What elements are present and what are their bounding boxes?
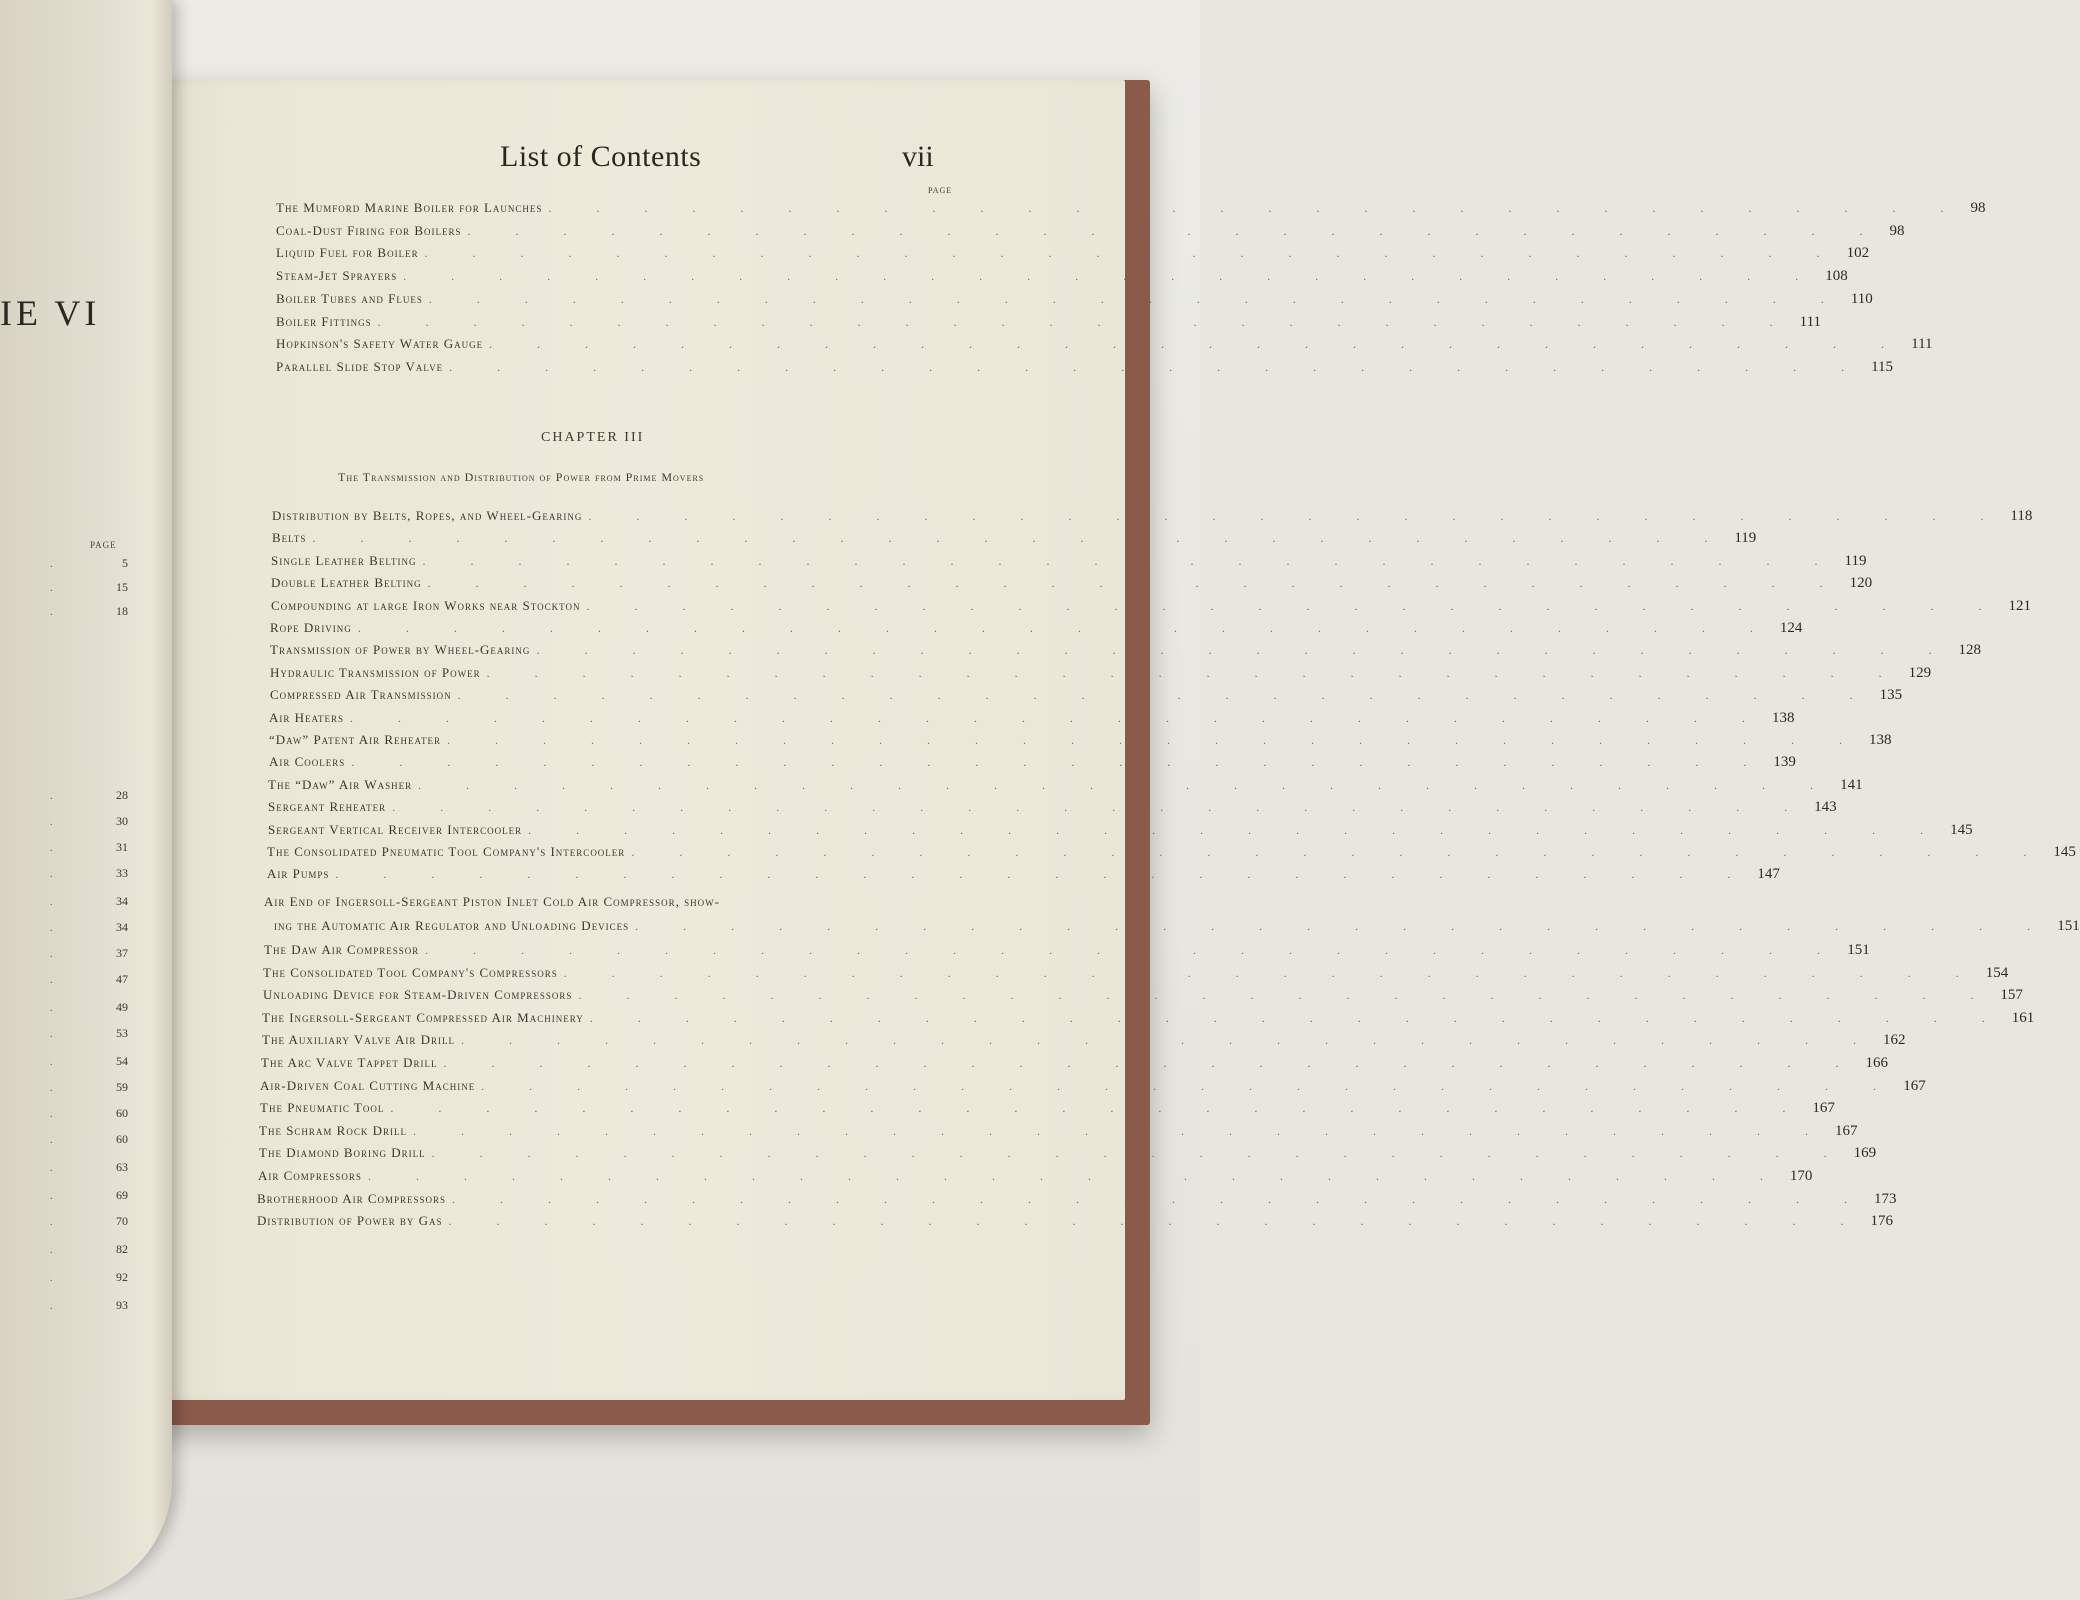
left-page-entry-leader: . [50,869,53,880]
toc-entry-page: 120 [1849,575,1873,592]
left-page-entry-leader: . [50,949,53,960]
toc-entry [270,687,1903,707]
left-page-entry [50,1132,128,1147]
toc-entry-title: Hydraulic Transmission of Power [270,664,481,680]
left-page-entry [50,580,128,595]
toc-entry-title: Liquid Fuel for Boiler [276,245,419,261]
left-page-entry-leader: . [50,791,53,802]
toc-entry-title: The Daw Air Compressor [264,942,420,957]
toc-entry [276,268,1848,288]
left-page-entry-page: 33 [116,866,128,880]
toc-entry-page: 129 [1908,664,1932,681]
toc-entry-title: Compounding at large Iron Works near Stockton [271,597,581,613]
toc-entry [268,776,1863,797]
toc-entry-page: 124 [1779,620,1803,636]
toc-entry-page: 139 [1773,754,1796,771]
toc-entry [262,1032,1906,1052]
toc-entry-leader: . . . . . . . . . . . . . . . . . . . . . . . . . . . . . . [448,1214,1865,1229]
toc-entry-page: 141 [1840,776,1863,793]
toc-entry-title: Air Coolers [269,754,346,770]
left-page-entry-page: 34 [116,920,128,934]
left-page-entry-page: 47 [116,972,128,986]
left-page-entry [50,866,128,881]
toc-entry-page: 128 [1958,642,1981,659]
toc-entry [269,732,1892,752]
left-page-entry-leader: . [50,975,53,986]
toc-entry-leader: . . . . . . . . . . . . . . . . . . . . . . . . . . . . . . [467,223,1884,238]
left-page-entry-leader: . [50,1245,53,1256]
toc-entry [270,620,1803,640]
toc-entry-title: Air Pumps [267,866,330,882]
left-page-entry-page: 63 [116,1160,128,1174]
toc-entry-title: The Mumford Marine Boiler for Launches [276,200,543,215]
left-page-entry-page: 59 [116,1080,128,1094]
left-page-entry-page: 93 [116,1298,128,1312]
toc-entry [271,552,1867,573]
toc-entry-title: ing the Automatic Air Regulator and Unloading Devices [274,918,630,933]
toc-entry-title: Air Compressors [258,1168,362,1183]
left-page-entry-page: 54 [116,1054,128,1068]
left-page-entry [50,1000,128,1015]
left-page-entry-page: 60 [116,1132,128,1146]
toc-entry-leader: . . . . . . . . . . . . . . . . . . . . . . . . . . . . . . [452,1191,1869,1206]
toc-entry-leader: . . . . . . . . . . . . . . . . . . . . . . . . . . . . . . [392,800,1809,815]
toc-entry-leader: . . . . . . . . . . . . . . . . . . . . . . . . . . . . . . [486,665,1903,680]
toc-entry-leader: . . . . . . . . . . . . . . . . . . . . . . . . . . . . . . [528,822,1945,837]
toc-entry-leader: . . . . . . . . . . . . . . . . . . . . . . . . . . . . . . [631,845,2048,859]
toc-entry-leader: . . . . . . . . . . . . . . . . . . . . . . . . . . . . . . [457,688,1874,703]
left-page-entry-leader: . [50,843,53,854]
toc-entry [263,987,2023,1007]
toc-entry-title: Transmission of Power by Wheel-Gearing [270,642,531,658]
left-page-entry-leader: . [50,1057,53,1068]
toc-entry-page: 108 [1825,268,1848,285]
toc-entry-leader: . . . . . . . . . . . . . . . . . . . . . . . . . . . . . . [422,553,1839,568]
toc-entry-page: 118 [2010,508,2033,524]
left-page-entry [50,1054,128,1069]
toc-entry-leader: . . . . . . . . . . . . . . . . . . . . . . . . . . . . . . [427,576,1844,591]
toc-entry-page: 157 [2000,987,2023,1004]
left-page-entry [50,1026,128,1041]
toc-entry [263,964,2009,985]
toc-entry [276,290,1873,311]
page-column-label: PAGE [928,186,953,195]
left-page-entry-leader: . [50,1003,53,1014]
left-page-entry-page: 82 [116,1242,128,1256]
toc-entry-title: The Arc Valve Tappet Drill [261,1055,438,1070]
left-page-entry-leader: . [50,897,53,908]
toc-entry [269,709,1795,730]
left-page-entry-leader: . [50,1191,53,1202]
toc-entry-page: 119 [1734,530,1757,547]
toc-entry-leader: . . . . . . . . . . . . . . . . . . . . . . . . . . . . . . [424,246,1841,261]
toc-entry [272,530,1757,550]
toc-entry-title: Compressed Air Transmission [270,687,452,703]
toc-entry [270,642,1981,662]
toc-entry-leader: . . . . . . . . . . . . . . . . . . . . . . . . . . . . . . [460,1033,1877,1048]
left-page-entry-page: 49 [116,1000,128,1014]
toc-entry-page: 167 [1903,1077,1926,1094]
toc-entry-page: 98 [1889,222,1905,239]
toc-entry [276,222,1905,243]
toc-entry-page: 161 [2011,1009,2035,1026]
toc-entry-wrapped-line1: Air End of Ingersoll-Sergeant Piston Inlet Cold Air Compressor, show- [264,894,720,909]
toc-entry [261,1055,1889,1075]
toc-entry-page: 151 [1847,942,1870,958]
toc-entry-page: 121 [2008,597,2031,614]
toc-entry-title: Unloading Device for Steam-Driven Compressors [263,987,573,1003]
toc-entry-leader: . . . . . . . . . . . . . . . . . . . . . . . . . . . . . . [418,777,1835,792]
left-page-entry [50,1188,128,1203]
toc-entry-title: Boiler Tubes and Flues [276,290,423,306]
toc-entry [276,358,1894,379]
toc-entry-page: 154 [1985,964,2009,981]
left-page-entry [50,972,128,987]
left-page-entry [50,840,128,855]
toc-entry-title: The Diamond Boring Drill [259,1145,426,1161]
toc-entry-page: 166 [1865,1055,1889,1071]
toc-entry-leader: . . . . . . . . . . . . . . . . . . . . . . . . . . . . . . [312,531,1729,546]
toc-entry-leader: . . . . . . . . . . . . . . . . . . . . . . . . . . . . . . [403,269,1820,284]
toc-entry-leader: . . . . . . . . . . . . . . . . . . . . . . . . . . . . . . [447,733,1864,747]
left-page-entry [50,1080,128,1095]
toc-entry-leader: . . . . . . . . . . . . . . . . . . . . . . . . . . . . . . [367,1169,1784,1183]
chapter-subtitle: The Transmission and Distribution of Power from Prime Movers [338,470,705,484]
toc-entry [260,1100,1835,1120]
left-page-entry [50,1160,128,1175]
left-page-entry-leader: . [50,583,53,594]
toc-entry-leader: . . . . . . . . . . . . . . . . . . . . . . . . . . . . . . [428,291,1845,306]
left-page-title-fragment: IE VI [0,293,101,333]
toc-entry [271,575,1873,595]
toc-entry-title: The Auxiliary Valve Air Drill [262,1032,455,1048]
toc-entry-page: 167 [1812,1100,1835,1117]
toc-entry-leader: . . . . . . . . . . . . . . . . . . . . . . . . . . . . . . [351,755,1768,770]
toc-entry [276,245,1870,265]
toc-entry-page: 110 [1850,290,1873,307]
toc-entry-page: 151 [2057,918,2080,934]
toc-entry [257,1213,1894,1233]
page-number: vii [902,140,934,173]
toc-entry-page: 162 [1882,1032,1906,1049]
left-page-entry-page: 15 [116,580,128,594]
toc-entry-page: 138 [1772,709,1795,726]
toc-entry-title: Distribution by Belts, Ropes, and Wheel-Gearing [272,508,583,523]
toc-entry-title: Coal-Dust Firing for Boilers [276,222,462,238]
left-page-entry [50,814,128,829]
toc-entry-title: Distribution of Power by Gas [257,1213,443,1229]
toc-entry-page: 176 [1870,1213,1894,1230]
left-page-entry-leader: . [50,607,53,618]
toc-entry-page: 102 [1846,245,1870,262]
toc-entry [272,508,2033,528]
page-title: List of Contents [500,140,702,173]
toc-entry-title: Double Leather Belting [271,575,422,591]
toc-entry-title: Hopkinson's Safety Water Gauge [276,336,484,352]
left-page-entry [50,946,128,961]
toc-entry-leader: . . . . . . . . . . . . . . . . . . . . . . . . . . . . . . [536,643,1953,658]
toc-entry [268,821,1973,842]
left-page-entry [50,1214,128,1229]
toc-entry-page: 138 [1869,732,1892,748]
toc-entry-title: Parallel Slide Stop Valve [276,358,444,374]
toc-entry [276,200,1986,220]
left-page-entry-page: 5 [122,556,128,570]
left-page-entry [50,788,128,803]
toc-entry-leader: . . . . . . . . . . . . . . . . . . . . . . . . . . . . . . [390,1101,1807,1116]
toc-entry-leader: . . . . . . . . . . . . . . . . . . . . . . . . . . . . . . [449,359,1866,374]
toc-entry-title: The “Daw” Air Washer [268,776,413,792]
left-page-entry-leader: . [50,1029,53,1040]
left-page-entry-page: 70 [116,1214,128,1228]
toc-entry-leader: . . . . . . . . . . . . . . . . . . . . . . . . . . . . . . [489,337,1906,352]
toc-entry-page: 111 [1911,336,1933,353]
left-page-entry [50,920,128,935]
toc-entry-page: 170 [1789,1168,1813,1184]
toc-entry [267,844,2076,864]
toc-entry-leader: . . . . . . . . . . . . . . . . . . . . . . . . . . . . . . [412,1123,1829,1138]
left-page-entry-leader: . [50,559,53,570]
toc-entry-leader: . . . . . . . . . . . . . . . . . . . . . . . . . . . . . . [357,621,1774,635]
left-page-entry-leader: . [50,1109,53,1120]
toc-entry [271,597,2031,618]
toc-entry-leader: . . . . . . . . . . . . . . . . . . . . . . . . . . . . . . [335,867,1752,882]
chapter-heading: CHAPTER III [541,430,645,445]
toc-entry [269,754,1796,774]
left-page-entry [50,1298,128,1313]
toc-entry-page: 143 [1814,799,1837,816]
toc-entry [257,1190,1897,1211]
toc-entry-page: 98 [1970,200,1986,216]
toc-entry [270,664,1932,685]
toc-entry [268,799,1837,819]
toc-entry [276,313,1822,334]
toc-entry-title: Sergeant Vertical Receiver Intercooler [268,821,523,837]
toc-entry-leader: . . . . . . . . . . . . . . . . . . . . . . . . . . . . . . [635,919,2052,933]
left-page-entry [50,894,128,909]
toc-entry-leader: . . . . . . . . . . . . . . . . . . . . . . . . . . . . . . [586,598,2003,613]
toc-entry-page: 167 [1834,1122,1858,1139]
toc-entry [262,1009,2035,1030]
toc-entry-leader: . . . . . . . . . . . . . . . . . . . . . . . . . . . . . . [425,943,1842,957]
toc-entry-page: 115 [1871,358,1894,375]
toc-entry-leader: . . . . . . . . . . . . . . . . . . . . . . . . . . . . . . [588,509,2005,523]
left-page-entry-page: 60 [116,1106,128,1120]
toc-entry-title: Belts [272,530,307,546]
toc-entry-page: 145 [2053,844,2076,860]
left-page-entry-leader: . [50,817,53,828]
left-page-entry-leader: . [50,1163,53,1174]
left-page-entry-leader: . [50,923,53,934]
toc-entry-title: Single Leather Belting [271,552,417,568]
toc-entry-page: 119 [1844,552,1867,569]
toc-entry-leader: . . . . . . . . . . . . . . . . . . . . . . . . . . . . . . [443,1056,1860,1070]
left-page [0,0,172,1600]
left-page-entry [50,1106,128,1121]
toc-entry-page: 173 [1874,1190,1897,1207]
toc-entry-leader: . . . . . . . . . . . . . . . . . . . . . . . . . . . . . . [377,314,1794,329]
toc-entry-leader: . . . . . . . . . . . . . . . . . . . . . . . . . . . . . . [481,1078,1898,1093]
toc-entry-title: The Schram Rock Drill [259,1122,407,1138]
left-page-entry-leader: . [50,1301,53,1312]
toc-entry-title: The Ingersoll-Sergeant Compressed Air Machinery [262,1009,584,1025]
toc-entry-title: Air-Driven Coal Cutting Machine [260,1077,476,1093]
toc-entry-title: Sergeant Reheater [268,799,387,815]
left-page-entry-leader: . [50,1217,53,1228]
left-page-entry [50,556,128,571]
toc-entry-page: 135 [1879,687,1903,704]
toc-entry-leader: . . . . . . . . . . . . . . . . . . . . . . . . . . . . . . [350,710,1767,725]
toc-entry [259,1145,1877,1165]
toc-entry-page: 169 [1853,1145,1877,1162]
toc-entry-leader: . . . . . . . . . . . . . . . . . . . . . . . . . . . . . . [563,965,1980,980]
toc-entry-title: Air Heaters [269,709,345,725]
toc-entry [259,1122,1858,1143]
left-page-entry-leader: . [50,1083,53,1094]
left-page-entry [50,1270,128,1285]
toc-entry-leader: . . . . . . . . . . . . . . . . . . . . . . . . . . . . . . [589,1010,2006,1025]
toc-entry-leader: . . . . . . . . . . . . . . . . . . . . . . . . . . . . . . [578,988,1995,1003]
left-page-entry [50,604,128,619]
toc-entry-page: 147 [1757,866,1780,883]
toc-entry-title: Rope Driving [270,620,352,635]
toc-entry-title: “Daw” Patent Air Reheater [269,732,442,747]
toc-entry [276,336,1933,356]
toc-entry-page: 145 [1950,821,1973,838]
toc-entry [267,866,1780,886]
toc-entry-wrapped [274,918,2080,938]
left-page-entry-page: 69 [116,1188,128,1202]
left-page-entry-page: 28 [116,788,128,802]
left-page-entry-page: 37 [116,946,128,960]
toc-entry [264,942,1870,962]
toc-entry-title: The Pneumatic Tool [260,1100,385,1116]
left-page-entry-leader: . [50,1135,53,1146]
toc-entry-page: 111 [1799,313,1822,330]
toc-entry-title: The Consolidated Tool Company's Compressors [263,964,558,980]
toc-entry [258,1168,1813,1188]
left-page-label: PAGE [90,540,117,550]
left-page-entry-page: 53 [116,1026,128,1040]
toc-entry [260,1077,1926,1098]
toc-entry-title: Brotherhood Air Compressors [257,1190,447,1206]
toc-entry-leader: . . . . . . . . . . . . . . . . . . . . . . . . . . . . . . [548,201,1965,215]
left-page-entry-page: 34 [116,894,128,908]
left-page-entry-page: 30 [116,814,128,828]
toc-entry-title: Steam-Jet Sprayers [276,268,398,284]
toc-entry-leader: . . . . . . . . . . . . . . . . . . . . . . . . . . . . . . [431,1146,1848,1161]
left-page-entry [50,1242,128,1257]
toc-entry-title: The Consolidated Pneumatic Tool Company's Intercooler [267,844,626,859]
left-page-entry-page: 31 [116,840,128,854]
left-page-entry-leader: . [50,1273,53,1284]
left-page-entry-page: 18 [116,604,128,618]
left-page-entry-page: 92 [116,1270,128,1284]
toc-entry-title: Boiler Fittings [276,313,372,329]
